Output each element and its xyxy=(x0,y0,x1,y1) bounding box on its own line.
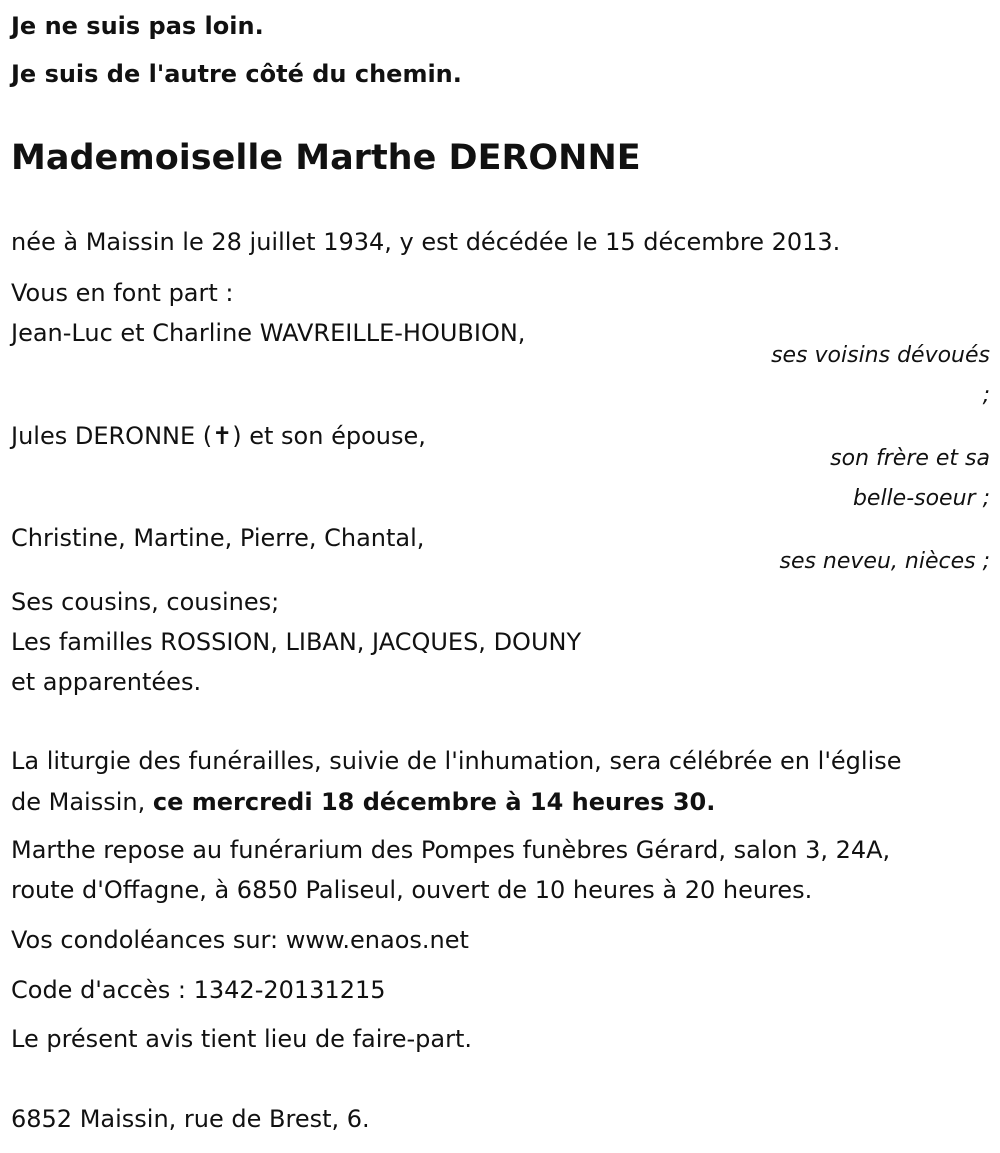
funeral-line-2 xyxy=(11,787,715,817)
viewing-line-1: Marthe repose au funérarium des Pompes funèbres Gérard, salon 3, 24A, xyxy=(11,836,891,864)
funeral-date-time: ce mercredi 18 décembre à 14 heures 30. xyxy=(152,788,716,816)
deceased-name: Mademoiselle Marthe DERONNE xyxy=(11,138,641,178)
address-line: 6852 Maissin, rue de Brest, 6. xyxy=(11,1105,370,1133)
notice-line: Le présent avis tient lieu de faire-part. xyxy=(11,1025,473,1053)
other-mourners-line-2: Les familles ROSSION, LIBAN, JACQUES, DOUNY xyxy=(11,628,582,656)
access-code-line: Code d'accès : 1342-20131215 xyxy=(11,976,386,1004)
birth-death-line: née à Maissin le 28 juillet 1934, y est décédée le 15 décembre 2013. xyxy=(11,228,841,256)
other-mourners-line-1: Ses cousins, cousines; xyxy=(11,588,280,616)
mourner-relation-2-line-1: son frère et sa xyxy=(830,446,990,471)
mourner-name-1: Jean-Luc et Charline WAVREILLE-HOUBION, xyxy=(11,319,526,347)
epigraph-line-2: Je suis de l'autre côté du chemin. xyxy=(11,60,462,88)
funeral-line-2-prefix: de Maissin, xyxy=(11,788,153,816)
mourner-relation-2-line-2: belle-soeur ; xyxy=(852,486,990,511)
mourner-name-2: Jules DERONNE (✝) et son épouse, xyxy=(11,422,426,450)
viewing-line-2: route d'Offagne, à 6850 Paliseul, ouvert de 10 heures à 20 heures. xyxy=(11,876,813,904)
mourner-name-3: Christine, Martine, Pierre, Chantal, xyxy=(11,524,425,552)
epigraph-line-1: Je ne suis pas loin. xyxy=(11,12,264,40)
mourner-relation-3-line-1: ses neveu, nièces ; xyxy=(779,549,990,574)
funeral-line-1: La liturgie des funérailles, suivie de l'inhumation, sera célébrée en l'église xyxy=(11,747,902,775)
condolences-line: Vos condoléances sur: www.enaos.net xyxy=(11,926,469,954)
other-mourners-line-3: et apparentées. xyxy=(11,668,202,696)
mourner-relation-1-line-2: ; xyxy=(982,383,990,408)
announcement-intro: Vous en font part : xyxy=(11,279,234,307)
mourner-relation-1-line-1: ses voisins dévoués xyxy=(771,343,990,368)
